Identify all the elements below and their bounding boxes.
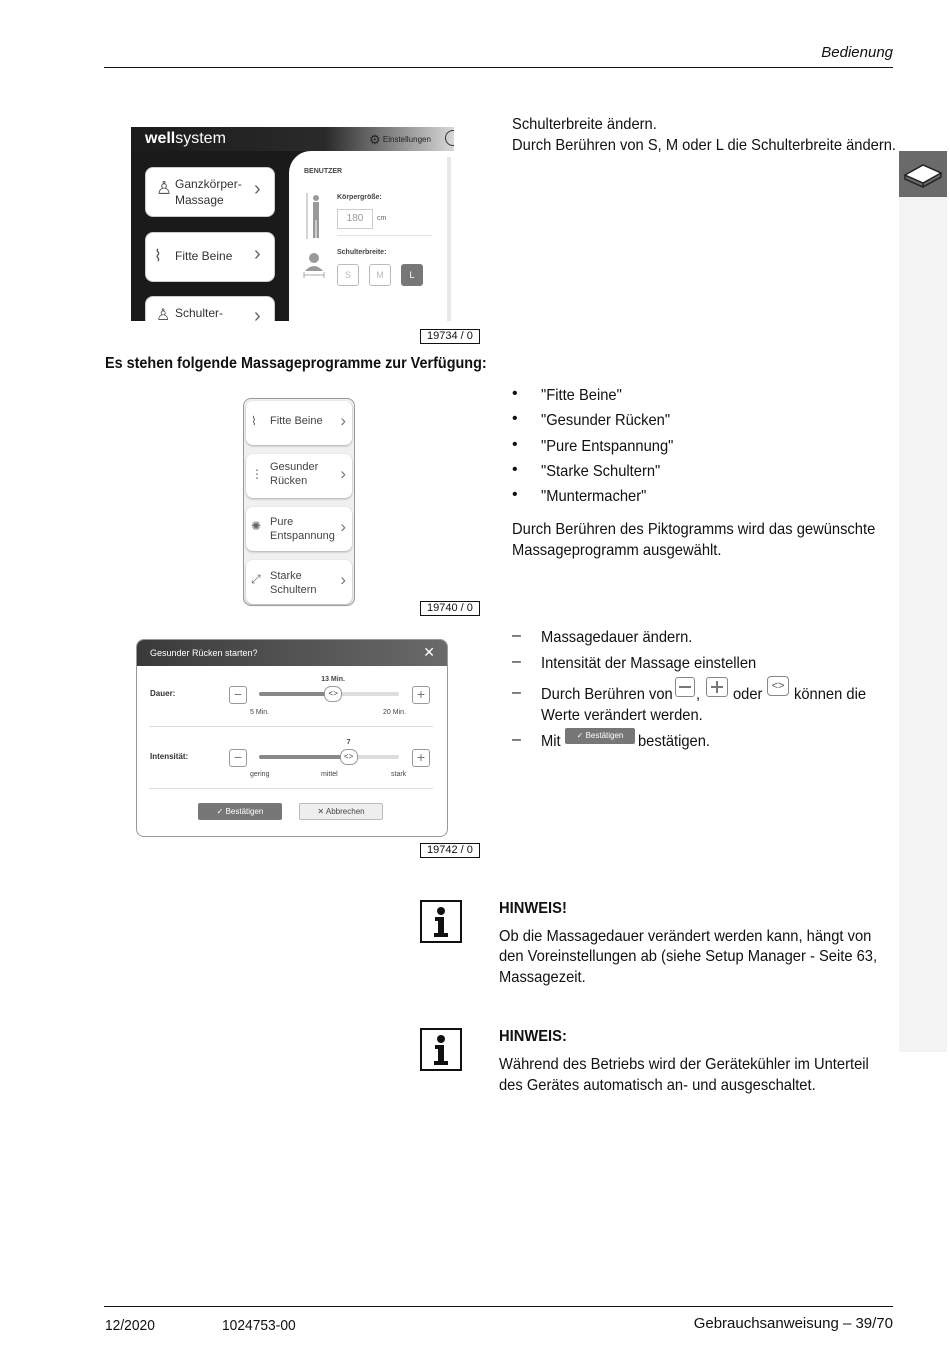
program-button-fitte-beine[interactable]: ⌇ Fitte Beine › [145,232,275,282]
plus-button-icon [706,677,728,697]
slider-knob-icon: <> [767,676,789,696]
intensity-high-label: stark [391,771,407,778]
chevron-right-icon: › [254,178,261,200]
legs-icon: ⌇ [251,414,257,428]
text-select-program-1: Durch Berühren des Piktogramms wird das gewünschte [512,521,876,538]
lotus-icon: ✺ [251,519,262,533]
shoulder-label: Schulterbreite: [337,249,387,256]
chevron-right-icon: › [340,464,346,483]
program-item-gesunder-ruecken[interactable]: ⋮ Gesunder Rücken › [246,454,352,498]
height-input[interactable]: 180 [337,209,373,229]
app-topbar [131,127,454,151]
chevron-right-icon: › [254,305,261,321]
body-icon: ♙ [156,178,173,198]
programs-heading: Es stehen folgende Massageprogramme zur Verfügung: [105,355,487,372]
close-circle-icon[interactable] [445,130,454,146]
intensity-plus-button[interactable]: + [412,749,430,767]
program-button-schulter[interactable]: ♙ Schulter- › [145,296,275,321]
note-2-line: Während des Betriebs wird der Gerätekühler im Unterteil [499,1056,869,1073]
note-1-line: Massagezeit. [499,969,586,986]
program-button-ganzkoerper[interactable]: ♙ Ganzkörper- Massage › [145,167,275,217]
intensity-value: 7 [346,739,351,746]
confirm-button[interactable]: ✓ Bestätigen [198,803,282,820]
settings-button[interactable]: ⚙ Einstellungen [369,132,431,147]
info-icon [420,900,462,943]
duration-slider-knob[interactable]: <> [324,686,342,702]
margin-bar [899,197,947,1052]
chevron-right-icon: › [340,517,346,536]
footer-doc-number: 1024753-00 [222,1317,296,1334]
program-item-pure-entspannung[interactable]: ✺ Pure Entspannung › [246,507,352,551]
size-l-button[interactable]: L [401,264,423,286]
user-panel [289,151,454,321]
note-1-line: Ob die Massagedauer verändert werden kann, hängt von [499,928,872,945]
size-m-button[interactable]: M [369,264,391,286]
wellsystem-logo: wellsystem [145,130,226,147]
intensity-minus-button[interactable]: − [229,749,247,767]
duration-value: 13 Min. [321,676,345,683]
footer-date: 12/2020 [105,1317,155,1334]
height-figure-icon [304,191,324,241]
duration-label: Dauer: [150,689,176,698]
height-unit: cm [377,215,387,222]
note-2-line: des Gerätes automatisch an- und ausgeschaltet. [499,1077,816,1094]
shoulder-icon: ♙ [156,307,171,321]
note-1-line: den Voreinstellungen ab (siehe Setup Manager - Seite 63, [499,948,878,965]
program-item-fitte-beine[interactable]: ⌇ Fitte Beine › [246,401,352,445]
panel-title: BENUTZER [304,168,343,175]
check-icon: ✓ [216,807,224,816]
intensity-mid-label: mittel [321,771,338,778]
header-section: Bedienung [821,44,893,61]
intensity-label: Intensität: [150,752,189,761]
intensity-slider-knob[interactable]: <> [340,749,358,765]
duration-max-label: 20 Min. [383,709,406,716]
text-shoulder-desc: Durch Berühren von S, M oder L die Schulterbreite ändern. [512,137,897,154]
size-s-button[interactable]: S [337,264,359,286]
footer-rule [104,1306,893,1307]
screenshot-program-list [243,398,355,606]
cancel-button[interactable]: ✕ Abbrechen [299,803,383,820]
manual-tab [899,151,947,197]
book-icon [899,151,947,197]
screenshot-start-dialog [136,639,448,837]
close-icon: ✕ [317,807,325,816]
minus-button-icon [675,677,695,697]
arrows-icon: ⤢ [251,572,261,586]
note-1-title: HINWEIS! [499,900,567,917]
spine-icon: ⋮ [251,467,263,481]
duration-min-label: 5 Min. [250,709,270,716]
confirm-button-icon: ✓ Bestätigen [565,728,635,744]
intensity-slider-fill [259,755,349,759]
screenshot-user-settings [131,127,454,321]
program-item-starke-schultern[interactable]: ⤢ Starke Schultern › [246,560,352,604]
duration-minus-button[interactable]: − [229,686,247,704]
info-icon [420,1028,462,1071]
text-select-program-2: Massageprogramm ausgewählt. [512,542,722,559]
chevron-right-icon: › [254,243,261,265]
header-rule [104,67,893,68]
chevron-right-icon: › [340,570,346,589]
note-2-title: HINWEIS: [499,1028,567,1045]
legs-icon: ⌇ [154,248,162,265]
figure-label-1: 19734 / 0 [420,329,480,344]
figure-label-3: 19742 / 0 [420,843,480,858]
height-label: Körpergröße: [337,194,382,201]
dialog-divider [149,726,433,727]
steps-list: – Massagedauer ändern. – Intensität der Massage einstellen – Durch Berühren von , oder <> können die Werte verändert werden. – Mit ✓ Bestätigen bestätigen. [512,627,867,750]
figure-label-2: 19740 / 0 [420,601,480,616]
duration-plus-button[interactable]: + [412,686,430,704]
intensity-low-label: gering [250,771,270,778]
gear-icon: ⚙ [369,132,381,147]
text-shoulder-title: Schulterbreite ändern. [512,116,657,133]
shoulder-figure-icon [303,251,325,281]
panel-divider [337,235,432,236]
duration-slider-fill [259,692,333,696]
chevron-right-icon: › [340,411,346,430]
dialog-divider [149,788,433,789]
scroll-track[interactable] [447,157,451,321]
dialog-title: Gesunder Rücken starten? [150,648,258,658]
close-icon[interactable]: ✕ [423,644,435,660]
dialog-header [137,640,447,666]
footer-page: Gebrauchsanweisung – 39/70 [693,1315,893,1332]
